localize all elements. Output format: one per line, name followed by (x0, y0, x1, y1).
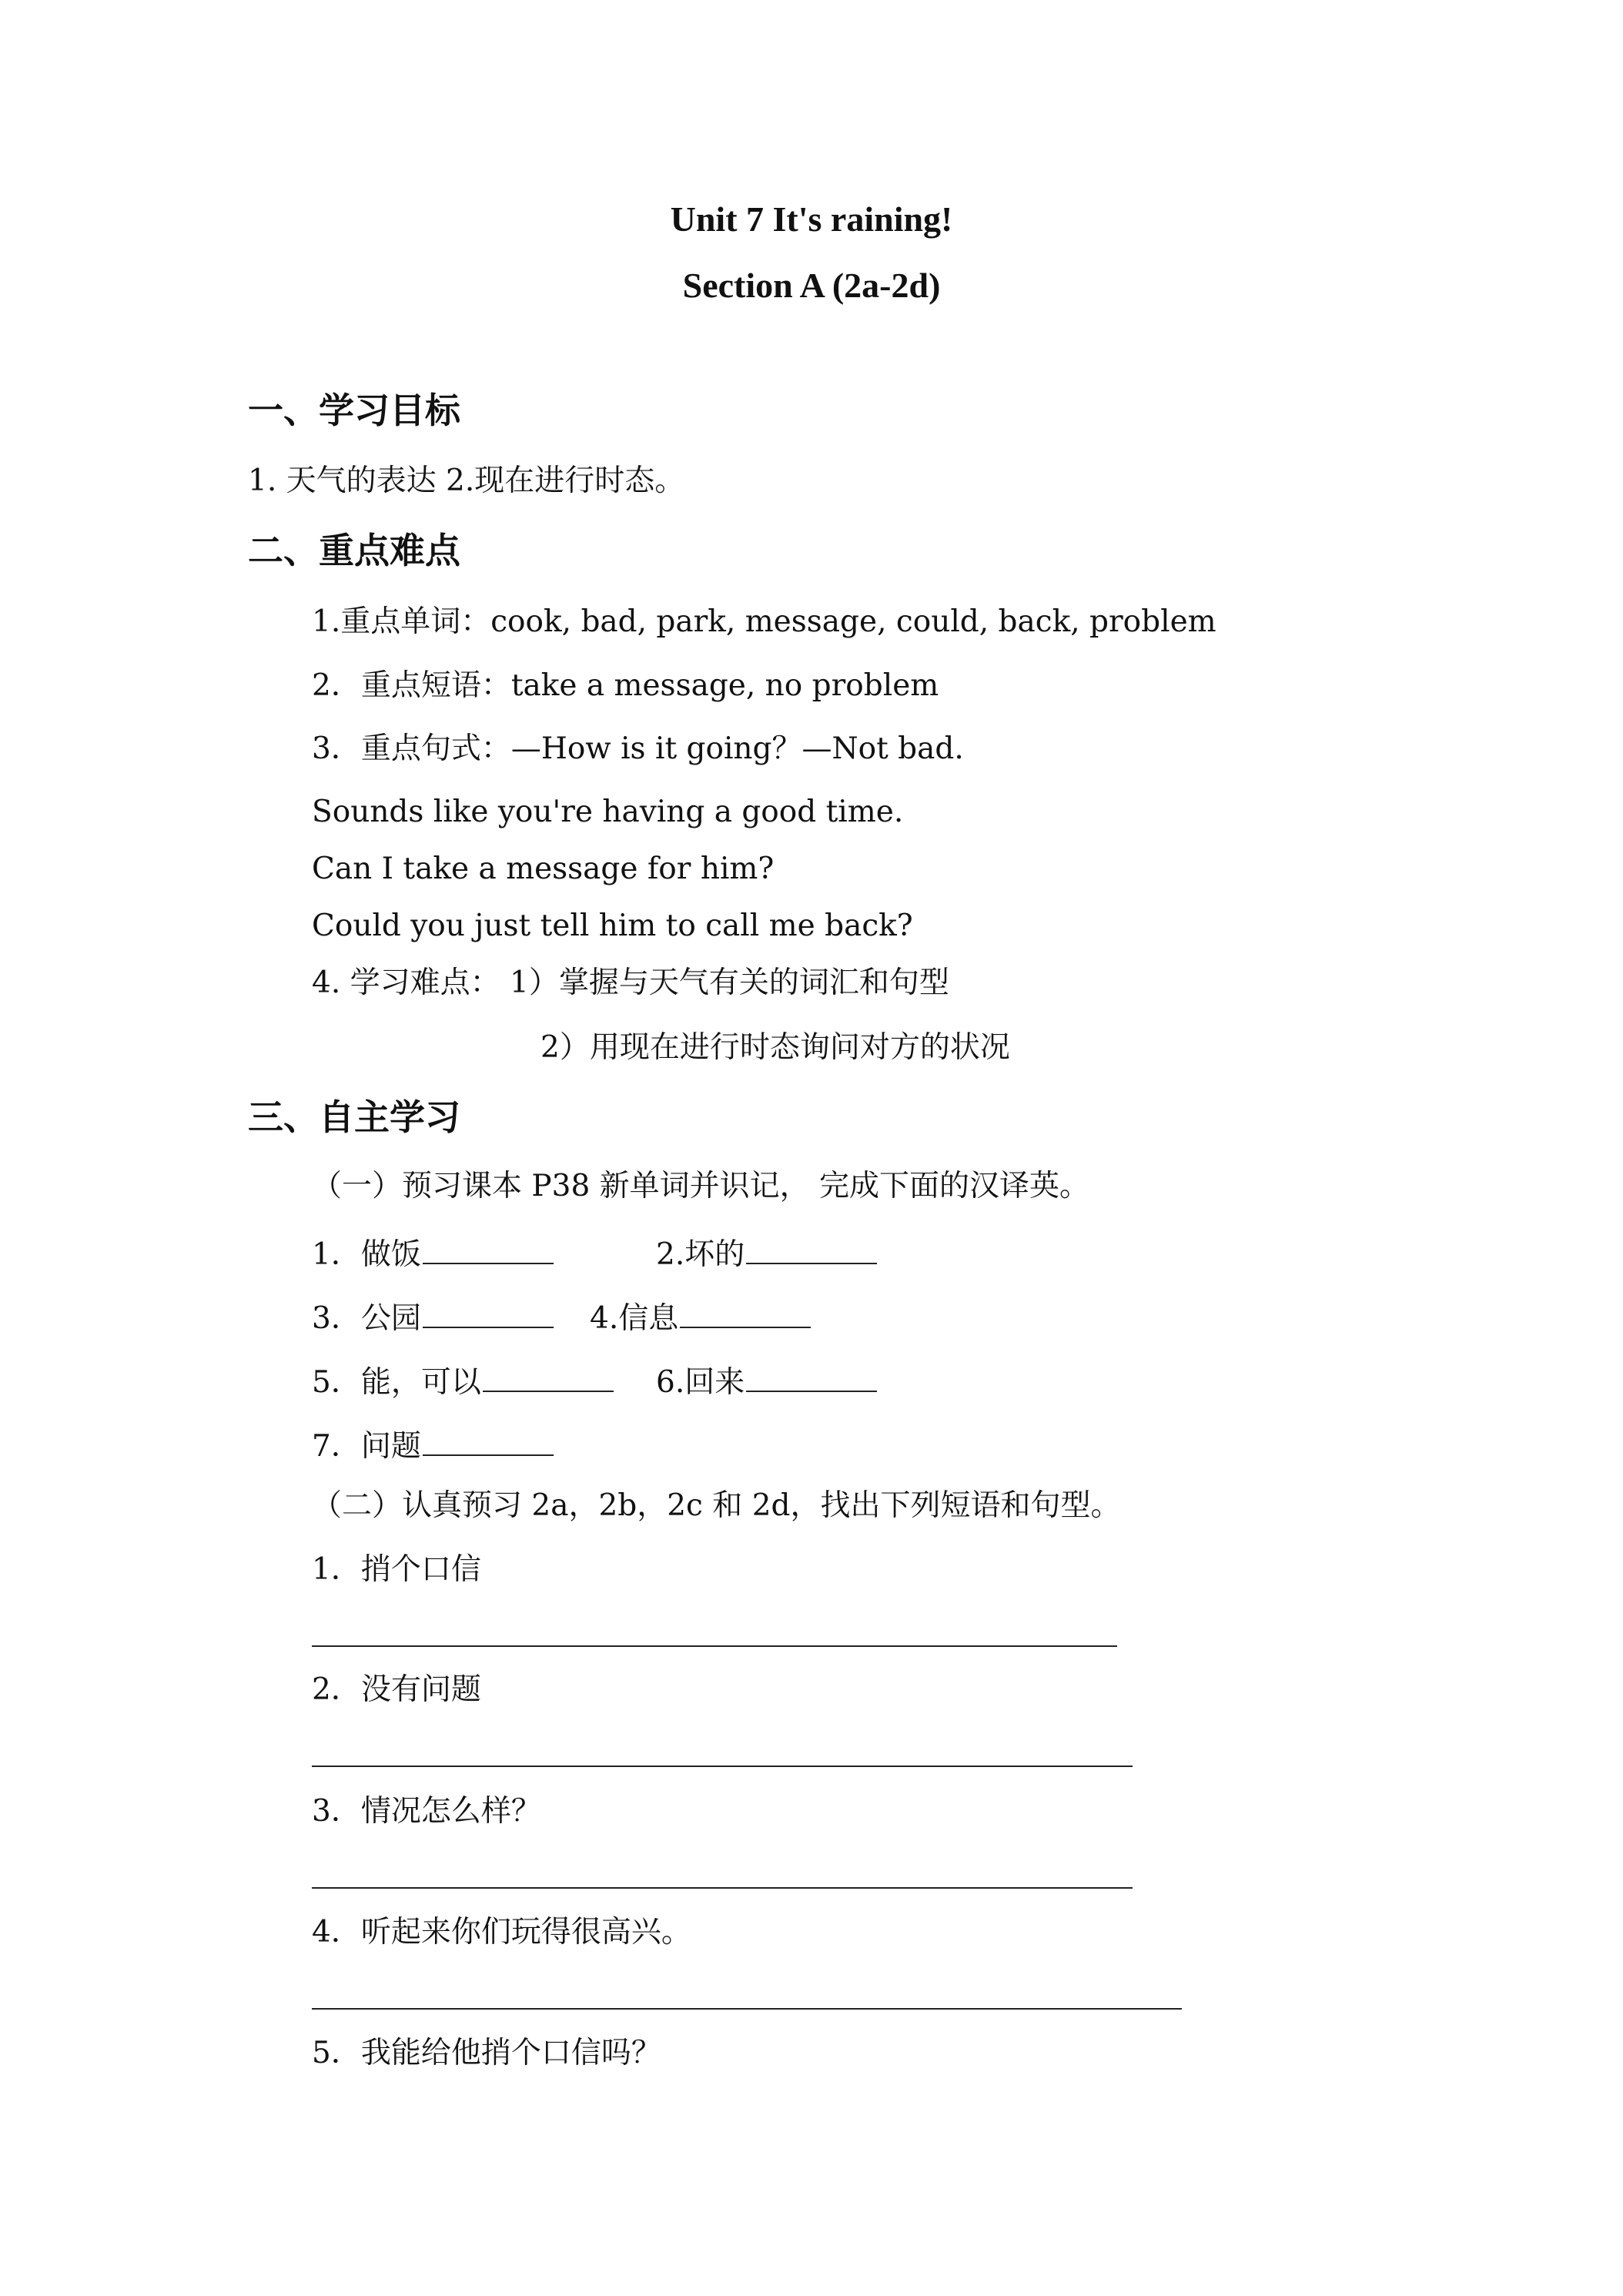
key-words-line: 1.重点单词：cook, bad, park, message, could, back, problem (312, 604, 1216, 639)
section-subtitle: Section A (2a-2d) (682, 266, 941, 305)
answer-blank[interactable] (680, 1299, 811, 1328)
heading-key-points: 二、重点难点 (248, 530, 460, 571)
answer-line[interactable] (312, 1766, 1133, 1767)
learning-goals-line: 1. 天气的表达 2.现在进行时态。 (248, 464, 685, 498)
unit-title: Unit 7 It's raining! (670, 199, 953, 239)
difficulty-line: 4. 学习难点： 1）掌握与天气有关的词汇和句型 (312, 966, 949, 1000)
key-phrases-line: 2．重点短语：take a message, no problem (312, 668, 939, 703)
sentence-line: Could you just tell him to call me back? (312, 909, 913, 943)
vocab-item: 7．问题 (312, 1427, 554, 1461)
answer-blank[interactable] (746, 1363, 877, 1392)
answer-blank[interactable] (746, 1235, 877, 1264)
phrase-item: 2．没有问题 (312, 1672, 481, 1707)
vocab-item: 6.回来 (656, 1363, 877, 1397)
sentence-line: Can I take a message for him? (312, 852, 775, 886)
answer-blank[interactable] (483, 1363, 614, 1392)
difficulty-line-2: 2）用现在进行时态询问对方的状况 (540, 1030, 1010, 1065)
answer-blank[interactable] (423, 1299, 554, 1328)
vocab-item: 4.信息 (590, 1299, 811, 1334)
answer-blank[interactable] (423, 1427, 554, 1456)
phrase-item: 4．听起来你们玩得很高兴。 (312, 1915, 691, 1950)
part1-intro: （一）预习课本 P38 新单词并识记， 完成下面的汉译英。 (312, 1169, 1090, 1203)
phrase-item: 5．我能给他捎个口信吗？ (312, 2036, 661, 2070)
sentence-line: Sounds like you're having a good time. (312, 795, 904, 829)
heading-learning-goals: 一、学习目标 (248, 390, 460, 431)
key-sentences-line: 3．重点句式：—How is it going？—Not bad. (312, 731, 964, 766)
answer-line[interactable] (312, 1645, 1117, 1647)
phrase-item: 1．捎个口信 (312, 1552, 481, 1587)
vocab-item: 2.坏的 (656, 1235, 877, 1270)
answer-blank[interactable] (423, 1235, 554, 1264)
answer-line[interactable] (312, 2008, 1182, 2010)
answer-line[interactable] (312, 1887, 1133, 1889)
vocab-item: 5．能，可以 (312, 1363, 614, 1397)
heading-self-study: 三、自主学习 (248, 1096, 460, 1138)
vocab-item: 3．公园 (312, 1299, 554, 1334)
part2-intro: （二）认真预习 2a，2b，2c 和 2d，找出下列短语和句型。 (312, 1488, 1121, 1523)
vocab-item: 1．做饭 (312, 1235, 554, 1270)
phrase-item: 3．情况怎么样？ (312, 1794, 541, 1829)
